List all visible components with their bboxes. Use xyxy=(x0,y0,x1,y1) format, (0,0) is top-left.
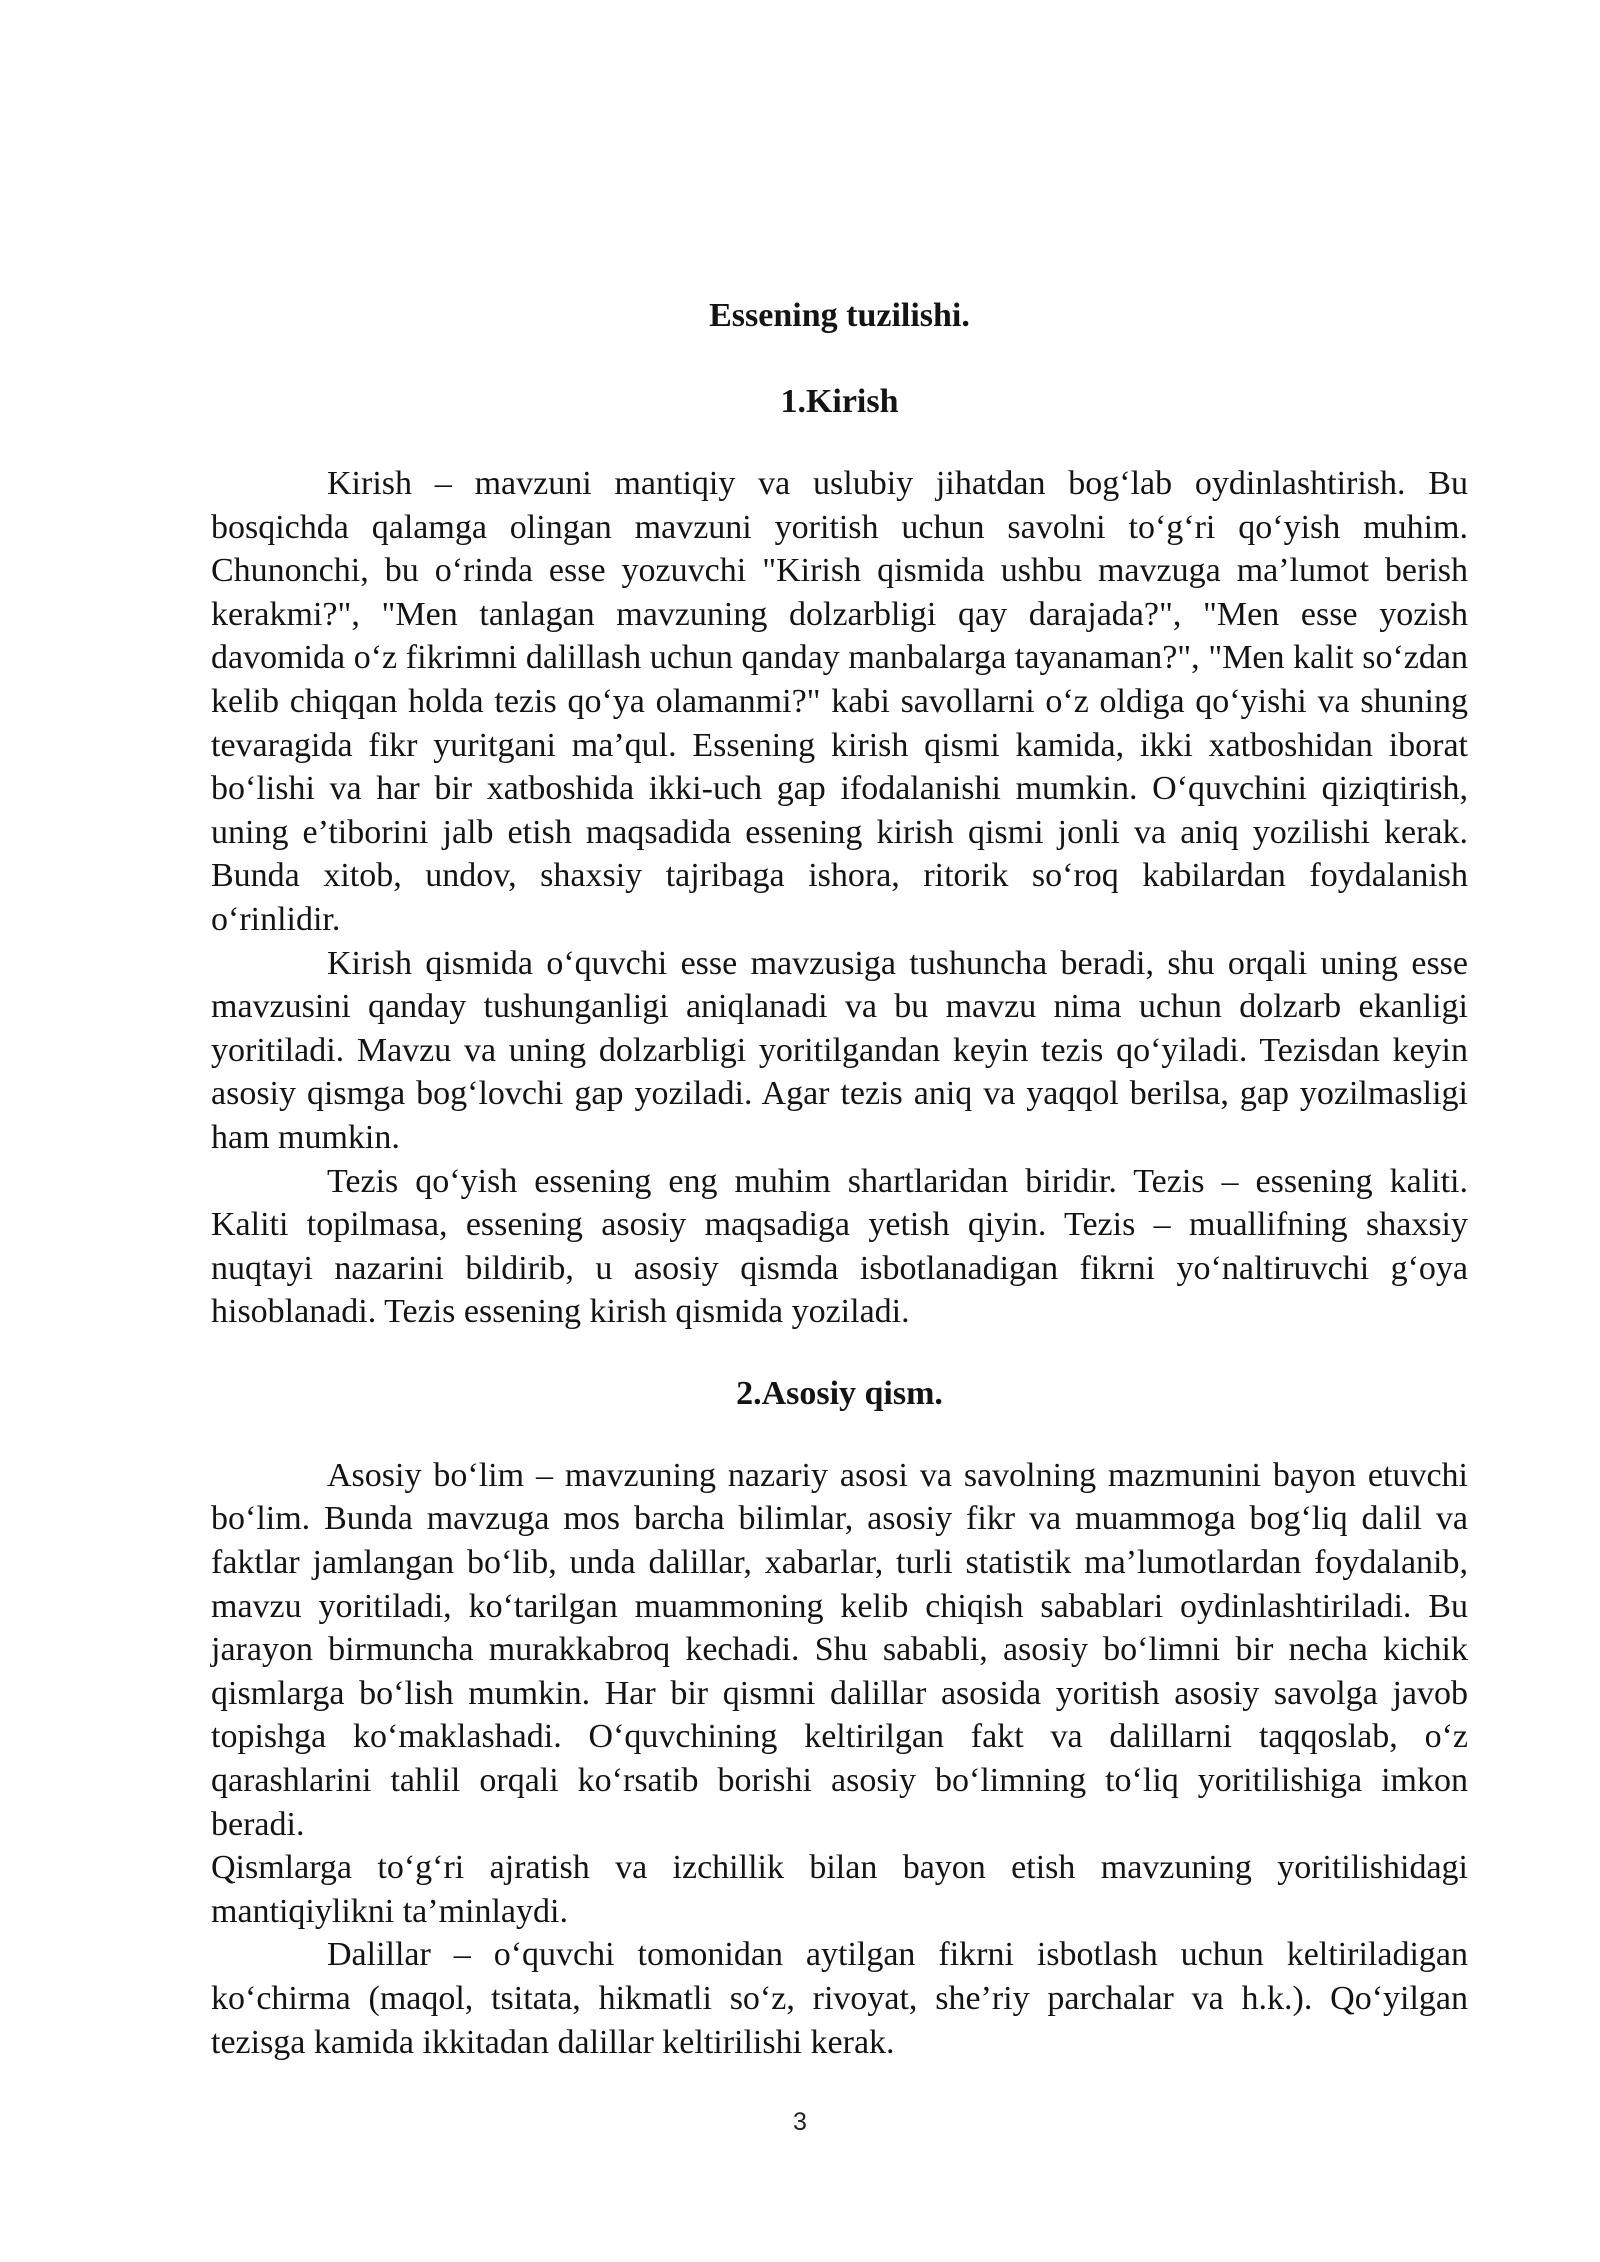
paragraph: Kirish qismida o‘quvchi esse mavzusiga tushuncha beradi, shu orqali uning esse mavzusini qanday tushunganligi aniqlanadi va bu mavzu nima uchun dolzarb ekanligi yoritiladi. Mavzu va uning dolzarbligi yoritilgandan keyin tezis qo‘yiladi. Tezisdan keyin asosiy qismga bog‘lovchi gap yoziladi. Agar tezis aniq va yaqqol berilsa, gap yozilmasligi ham mumkin. xyxy=(211,944,1468,1156)
document-title: Essening tuzilishi. xyxy=(709,297,970,334)
section-heading-kirish: 1.Kirish xyxy=(780,383,899,420)
paragraph: Kirish – mavzuni mantiqiy va uslubiy jihatdan bog‘lab oydinlashtirish. Bu bosqichda qalamga olingan mavzuni yoritish uchun savolni to‘g‘ri qo‘yish muhim. Chunonchi, bu o‘rinda esse yozuvchi "Kirish qismida ushbu mavzuga ma’lumot berish kerakmi?", "Men tanlagan mavzuning dolzarbligi qay darajada?", "Men esse yozish davomida o‘z fikrimni dalillash uchun qanday manbalarga tayanaman?", "Men kalit so‘zdan kelib chiqqan holda tezis qo‘ya olamanmi?" kabi savollarni o‘z oldiga qo‘yishi va shuning tevaragida fikr yuritgani ma’qul. Essening kirish qismi kamida, ikki xatboshidan iborat bo‘lishi va har bir xatboshida ikki-uch gap ifodalanishi mumkin. O‘quvchini qiziqtirish, uning e’tiborini jalb etish maqsadida essening kirish qismi jonli va aniq yozilishi kerak. Bunda xitob, undov, shaxsiy tajribaga ishora, ritorik so‘roq kabilardan foydalanish o‘rinlidir. xyxy=(211,465,1468,938)
paragraph: Qismlarga to‘g‘ri ajratish va izchillik bilan bayon etish mavzuning yoritilishidagi mantiqiylikni ta’minlaydi. xyxy=(211,1849,1468,1930)
document-page xyxy=(211,288,1468,2064)
section-asosiy-qism xyxy=(211,1454,1468,2064)
section-kirish xyxy=(211,462,1468,1334)
section-heading-asosiy-qism: 2.Asosiy qism. xyxy=(736,1374,943,1412)
paragraph: Dalillar – o‘quvchi tomonidan aytilgan fikrni isbotlash uchun keltiriladigan ko‘chirma (maqol, tsitata, hikmatli so‘z, rivoyat, she’riy parchalar va h.k.). Qo‘yilgan tezisga kamida ikkitadan dalillar keltirilishi kerak. xyxy=(211,1936,1468,2061)
paragraph: Tezis qo‘yish essening eng muhim shartlaridan biridir. Tezis – essening kaliti. Kaliti topilmasa, essening asosiy maqsadiga yetish qiyin. Tezis – muallifning shaxsiy nuqtayi nazarini bildirib, u asosiy qismda isbotlanadigan fikrni yo‘naltiruvchi g‘oya hisoblanadi. Tezis essening kirish qismida yoziladi. xyxy=(211,1162,1468,1331)
paragraph: Asosiy bo‘lim – mavzuning nazariy asosi va savolning mazmunini bayon etuvchi bo‘lim. Bunda mavzuga mos barcha bilimlar, asosiy fikr va muammoga bog‘liq dalil va faktlar jamlangan bo‘lib, unda dalillar, xabarlar, turli statistik ma’lumotlardan foydalanib, mavzu yoritiladi, ko‘tarilgan muammoning kelib chiqish sabablari oydinlashtiriladi. Bu jarayon birmuncha murakkabroq kechadi. Shu sababli, asosiy bo‘limni bir necha kichik qismlarga bo‘lish mumkin. Har bir qismni dalillar asosida yoritish asosiy savolga javob topishga ko‘maklashadi. O‘quvchining keltirilgan fakt va dalillarni taqqoslab, o‘z qarashlarini tahlil orqali ko‘rsatib borishi asosiy bo‘limning to‘liq yoritilishiga imkon beradi. xyxy=(211,1456,1468,1843)
page-number: 3 xyxy=(793,2108,807,2136)
